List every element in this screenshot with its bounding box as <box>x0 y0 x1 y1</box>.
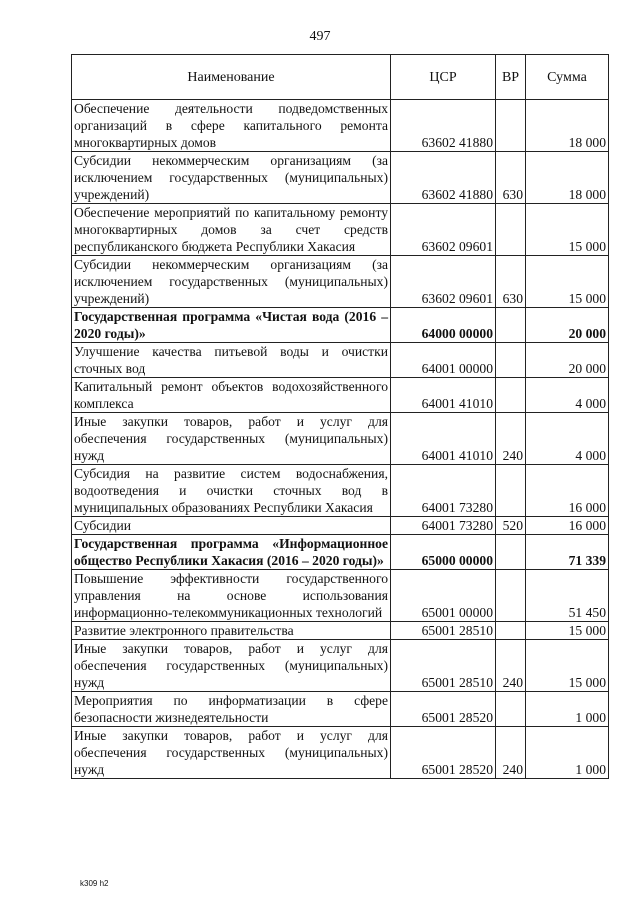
budget-table <box>71 54 609 779</box>
cell-csr: 64001 00000 <box>391 343 496 378</box>
table-row <box>72 256 609 308</box>
table-row <box>72 204 609 256</box>
cell-name: Субсидии <box>72 517 391 535</box>
cell-name: Иные закупки товаров, работ и услуг для обеспечения государственных (муниципальных) нужд <box>72 727 391 779</box>
cell-name: Субсидии некоммерческим организациям (за исключением государственных (муниципальных) учреждений) <box>72 256 391 308</box>
cell-name: Повышение эффективности государственного управления на основе использования информационно-телекоммуникационных технологий <box>72 570 391 622</box>
cell-name: Развитие электронного правительства <box>72 622 391 640</box>
table-row <box>72 517 609 535</box>
cell-vr <box>496 535 526 570</box>
cell-sum: 51 450 <box>526 570 609 622</box>
cell-name: Улучшение качества питьевой воды и очистки сточных вод <box>72 343 391 378</box>
cell-sum: 15 000 <box>526 256 609 308</box>
table-body <box>72 100 609 779</box>
footer-code: k309 h2 <box>80 879 109 888</box>
table-row <box>72 692 609 727</box>
cell-vr: 240 <box>496 640 526 692</box>
cell-csr: 64001 73280 <box>391 517 496 535</box>
cell-name: Субсидии некоммерческим организациям (за исключением государственных (муниципальных) учреждений) <box>72 152 391 204</box>
cell-vr: 240 <box>496 413 526 465</box>
page-number: 497 <box>309 29 331 44</box>
table-row <box>72 465 609 517</box>
cell-name: Субсидия на развитие систем водоснабжения, водоотведения и очистки сточных вод в муниципальных образованиях Республики Хакасия <box>72 465 391 517</box>
cell-csr: 64001 41010 <box>391 413 496 465</box>
header-name: Наименование <box>72 55 391 100</box>
cell-sum: 20 000 <box>526 343 609 378</box>
cell-csr: 65000 00000 <box>391 535 496 570</box>
cell-csr: 65001 28520 <box>391 727 496 779</box>
cell-csr: 64001 73280 <box>391 465 496 517</box>
table-row <box>72 378 609 413</box>
cell-name: Государственная программа «Чистая вода (2016 – 2020 годы)» <box>72 308 391 343</box>
cell-name: Иные закупки товаров, работ и услуг для обеспечения государственных (муниципальных) нужд <box>72 640 391 692</box>
cell-vr <box>496 204 526 256</box>
cell-csr: 65001 00000 <box>391 570 496 622</box>
table-row <box>72 100 609 152</box>
cell-vr: 240 <box>496 727 526 779</box>
cell-csr: 64000 00000 <box>391 308 496 343</box>
cell-vr <box>496 100 526 152</box>
cell-vr <box>496 622 526 640</box>
cell-vr <box>496 378 526 413</box>
cell-name: Иные закупки товаров, работ и услуг для обеспечения государственных (муниципальных) нужд <box>72 413 391 465</box>
cell-vr <box>496 308 526 343</box>
cell-vr: 630 <box>496 152 526 204</box>
cell-vr <box>496 465 526 517</box>
cell-vr <box>496 692 526 727</box>
table-row <box>72 570 609 622</box>
cell-csr: 63602 09601 <box>391 256 496 308</box>
cell-sum: 18 000 <box>526 100 609 152</box>
cell-name: Капитальный ремонт объектов водохозяйственного комплекса <box>72 378 391 413</box>
cell-csr: 63602 41880 <box>391 152 496 204</box>
cell-csr: 65001 28520 <box>391 692 496 727</box>
cell-sum: 71 339 <box>526 535 609 570</box>
cell-csr: 63602 41880 <box>391 100 496 152</box>
cell-sum: 16 000 <box>526 517 609 535</box>
cell-vr: 520 <box>496 517 526 535</box>
cell-name: Обеспечение мероприятий по капитальному ремонту многоквартирных домов за счет средств республиканского бюджета Республики Хакасия <box>72 204 391 256</box>
header-csr: ЦСР <box>391 55 496 100</box>
cell-sum: 4 000 <box>526 378 609 413</box>
table-row <box>72 727 609 779</box>
cell-csr: 64001 41010 <box>391 378 496 413</box>
cell-sum: 1 000 <box>526 727 609 779</box>
table-row <box>72 308 609 343</box>
table-row <box>72 413 609 465</box>
cell-name: Государственная программа «Информационное общество Республики Хакасия (2016 – 2020 годы)» <box>72 535 391 570</box>
table-header-row <box>72 55 609 100</box>
cell-csr: 63602 09601 <box>391 204 496 256</box>
cell-sum: 15 000 <box>526 622 609 640</box>
cell-name: Мероприятия по информатизации в сфере безопасности жизнедеятельности <box>72 692 391 727</box>
table-row <box>72 343 609 378</box>
cell-sum: 4 000 <box>526 413 609 465</box>
cell-vr: 630 <box>496 256 526 308</box>
cell-sum: 20 000 <box>526 308 609 343</box>
table-row <box>72 152 609 204</box>
cell-sum: 1 000 <box>526 692 609 727</box>
cell-sum: 18 000 <box>526 152 609 204</box>
cell-sum: 16 000 <box>526 465 609 517</box>
cell-vr <box>496 343 526 378</box>
cell-csr: 65001 28510 <box>391 640 496 692</box>
table-row <box>72 622 609 640</box>
cell-vr <box>496 570 526 622</box>
cell-sum: 15 000 <box>526 640 609 692</box>
header-sum: Сумма <box>526 55 609 100</box>
cell-sum: 15 000 <box>526 204 609 256</box>
table-row <box>72 535 609 570</box>
cell-name: Обеспечение деятельности подведомственных организаций в сфере капитального ремонта многоквартирных домов <box>72 100 391 152</box>
header-vr: ВР <box>496 55 526 100</box>
cell-csr: 65001 28510 <box>391 622 496 640</box>
table-row <box>72 640 609 692</box>
